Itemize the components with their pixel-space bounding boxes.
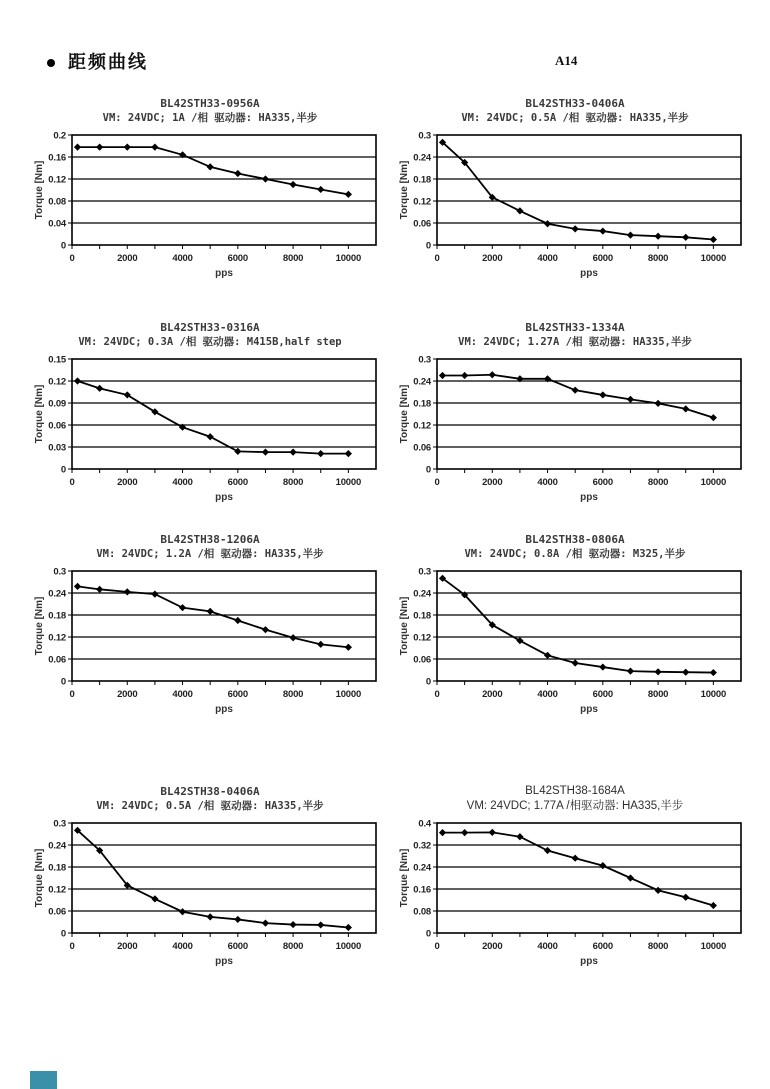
chart-title: BL42STH33-0316A xyxy=(160,321,260,334)
x-tick-label: 2000 xyxy=(482,253,503,264)
y-axis xyxy=(413,355,437,476)
x-tick-label: 8000 xyxy=(647,477,669,488)
series-line xyxy=(78,586,349,647)
y-axis-label: Torque [Nm] xyxy=(399,596,410,656)
chart-subtitle-text: VM: 24VDC; 1.77A /相驱动器: HA335,半步 xyxy=(466,800,684,812)
x-axis-label: pps xyxy=(580,704,598,715)
chart-subtitle-text: VM: 24VDC; 1.27A /相 驱动器: HA335,半步 xyxy=(458,336,692,348)
chart-plot xyxy=(395,127,755,287)
y-tick-label: 0.16 xyxy=(48,152,66,164)
x-tick-label: 4000 xyxy=(537,689,558,700)
y-tick-label: 0.18 xyxy=(413,610,431,622)
plot-frame xyxy=(72,571,376,681)
chart-plot xyxy=(30,351,390,511)
y-axis xyxy=(48,355,72,476)
series-line xyxy=(78,381,349,454)
gridlines xyxy=(437,157,741,223)
x-tick-label: 6000 xyxy=(592,477,613,488)
y-tick-label: 0.06 xyxy=(48,906,66,918)
chart-subtitle xyxy=(395,799,755,814)
x-tick-label: 8000 xyxy=(647,253,669,264)
y-tick-label: 0.4 xyxy=(418,818,431,830)
series-markers xyxy=(74,144,352,199)
chart-title: BL42STH38-0406A xyxy=(160,785,260,798)
chart-subtitle-text: VM: 24VDC; 1A /相 驱动器: HA335,半步 xyxy=(102,112,318,124)
y-tick-label: 0.16 xyxy=(413,884,431,896)
x-tick-label: 10000 xyxy=(700,477,727,488)
chart-subtitle-bold-text: half step xyxy=(284,336,342,348)
torque-chart xyxy=(30,96,390,296)
y-axis xyxy=(48,131,72,252)
series-line xyxy=(78,147,349,194)
y-tick-label: 0 xyxy=(60,676,66,688)
y-tick-label: 0.3 xyxy=(418,130,431,142)
x-axis xyxy=(434,469,726,488)
x-tick-label: 6000 xyxy=(227,253,248,264)
x-tick-label: 2000 xyxy=(117,477,138,488)
y-tick-label: 0 xyxy=(60,928,66,940)
y-tick-label: 0.06 xyxy=(413,654,431,666)
gridlines xyxy=(72,157,376,223)
plot-frame xyxy=(72,135,376,245)
chart-plot xyxy=(30,815,390,975)
plot-frame xyxy=(437,135,741,245)
chart-subtitle xyxy=(30,547,390,562)
x-axis-label: pps xyxy=(215,268,233,279)
y-tick-label: 0.06 xyxy=(413,218,431,230)
chart-title: BL42STH38-1206A xyxy=(160,533,260,546)
x-axis xyxy=(69,681,361,700)
chart-subtitle-text: VM: 24VDC; 0.8A /相 驱动器: M325,半步 xyxy=(464,548,686,560)
chart-subtitle-text: VM: 24VDC; 0.5A /相 驱动器: HA335,半步 xyxy=(96,800,324,812)
y-tick-label: 0.12 xyxy=(48,632,66,644)
x-tick-label: 0 xyxy=(69,477,75,488)
gridlines xyxy=(437,593,741,659)
y-tick-label: 0.32 xyxy=(413,840,431,852)
footer-color-mark xyxy=(30,1071,57,1089)
x-tick-label: 6000 xyxy=(592,689,613,700)
x-tick-label: 4000 xyxy=(537,941,558,952)
chart-subtitle-text: VM: 24VDC; 1.2A /相 驱动器: HA335,半步 xyxy=(96,548,324,560)
x-tick-label: 8000 xyxy=(282,941,304,952)
x-tick-label: 6000 xyxy=(592,253,613,264)
y-tick-label: 0.3 xyxy=(418,354,431,366)
series-markers xyxy=(439,575,717,676)
y-tick-label: 0 xyxy=(60,464,66,476)
chart-subtitle xyxy=(30,335,390,350)
series-markers xyxy=(439,371,717,421)
x-axis-label: pps xyxy=(215,704,233,715)
y-axis-label: Torque [Nm] xyxy=(34,384,45,444)
x-tick-label: 2000 xyxy=(482,689,503,700)
y-tick-label: 0.24 xyxy=(413,152,431,164)
torque-chart xyxy=(395,96,755,296)
y-axis-label: Torque [Nm] xyxy=(399,848,410,908)
gridlines xyxy=(72,845,376,911)
x-tick-label: 4000 xyxy=(172,253,193,264)
torque-chart xyxy=(395,532,755,732)
x-tick-label: 8000 xyxy=(647,941,669,952)
chart-plot xyxy=(395,563,755,723)
x-axis xyxy=(434,681,726,700)
x-tick-label: 4000 xyxy=(537,253,558,264)
gridlines xyxy=(72,593,376,659)
y-tick-label: 0.2 xyxy=(53,130,66,142)
series-line xyxy=(443,832,714,905)
chart-title: BL42STH33-0956A xyxy=(160,97,260,110)
y-axis xyxy=(413,567,437,688)
chart-subtitle xyxy=(30,111,390,126)
chart-title: BL42STH38-1684A xyxy=(525,785,625,797)
x-axis-label: pps xyxy=(580,268,598,279)
y-axis xyxy=(413,819,437,940)
torque-chart xyxy=(30,532,390,732)
y-tick-label: 0.3 xyxy=(418,566,431,578)
x-tick-label: 6000 xyxy=(227,477,248,488)
x-tick-label: 0 xyxy=(434,941,440,952)
x-tick-label: 4000 xyxy=(172,477,193,488)
x-tick-label: 2000 xyxy=(117,689,138,700)
y-tick-label: 0.12 xyxy=(413,196,431,208)
chart-title: BL42STH33-1334A xyxy=(525,321,625,334)
torque-chart xyxy=(395,784,755,984)
gridlines xyxy=(72,381,376,447)
x-tick-label: 2000 xyxy=(117,253,138,264)
chart-plot xyxy=(30,127,390,287)
x-tick-label: 10000 xyxy=(335,941,362,952)
x-tick-label: 0 xyxy=(69,941,75,952)
plot-frame xyxy=(437,823,741,933)
y-tick-label: 0 xyxy=(425,928,431,940)
y-tick-label: 0.3 xyxy=(53,566,66,578)
chart-subtitle xyxy=(395,335,755,350)
x-tick-label: 10000 xyxy=(335,253,362,264)
x-tick-label: 2000 xyxy=(117,941,138,952)
torque-chart xyxy=(395,320,755,520)
gridlines xyxy=(437,381,741,447)
y-tick-label: 0.3 xyxy=(53,818,66,830)
x-tick-label: 10000 xyxy=(700,689,727,700)
x-axis-label: pps xyxy=(580,492,598,503)
x-tick-label: 4000 xyxy=(172,941,193,952)
x-tick-label: 6000 xyxy=(227,941,248,952)
y-axis-label: Torque [Nm] xyxy=(399,384,410,444)
chart-title: BL42STH38-0806A xyxy=(525,533,625,546)
y-tick-label: 0.03 xyxy=(48,442,66,454)
gridlines xyxy=(437,845,741,911)
y-tick-label: 0.24 xyxy=(413,376,431,388)
y-axis xyxy=(48,819,72,940)
y-tick-label: 0 xyxy=(60,240,66,252)
y-tick-label: 0.06 xyxy=(413,442,431,454)
chart-plot xyxy=(395,351,755,511)
page-number: A14 xyxy=(555,53,578,68)
plot-frame xyxy=(72,823,376,933)
torque-chart xyxy=(30,320,390,520)
y-axis-label: Torque [Nm] xyxy=(399,160,410,220)
x-tick-label: 2000 xyxy=(482,941,503,952)
y-tick-label: 0.08 xyxy=(48,196,66,208)
y-tick-label: 0.18 xyxy=(413,174,431,186)
x-tick-label: 6000 xyxy=(592,941,613,952)
y-tick-label: 0 xyxy=(425,464,431,476)
bullet-icon xyxy=(47,59,55,67)
x-tick-label: 0 xyxy=(434,253,440,264)
y-tick-label: 0.12 xyxy=(413,420,431,432)
x-tick-label: 8000 xyxy=(647,689,669,700)
x-tick-label: 8000 xyxy=(282,689,304,700)
series-markers xyxy=(439,829,717,909)
y-tick-label: 0.09 xyxy=(48,398,66,410)
y-tick-label: 0.18 xyxy=(48,862,66,874)
x-axis-label: pps xyxy=(215,956,233,967)
y-tick-label: 0.24 xyxy=(413,862,431,874)
x-tick-label: 0 xyxy=(69,689,75,700)
y-tick-label: 0.24 xyxy=(48,840,66,852)
y-tick-label: 0.08 xyxy=(413,906,431,918)
x-tick-label: 10000 xyxy=(700,941,727,952)
y-axis-label: Torque [Nm] xyxy=(34,596,45,656)
x-axis xyxy=(434,933,726,952)
series-markers xyxy=(439,139,717,243)
x-axis xyxy=(69,469,361,488)
x-tick-label: 6000 xyxy=(227,689,248,700)
x-tick-label: 0 xyxy=(69,253,75,264)
page-header xyxy=(0,0,770,72)
chart-subtitle xyxy=(395,547,755,562)
plot-frame xyxy=(72,359,376,469)
y-tick-label: 0.06 xyxy=(48,420,66,432)
x-tick-label: 4000 xyxy=(537,477,558,488)
y-tick-label: 0.04 xyxy=(48,218,66,230)
y-axis xyxy=(413,131,437,252)
series-markers xyxy=(74,377,352,457)
series-markers xyxy=(74,827,352,931)
y-tick-label: 0.06 xyxy=(48,654,66,666)
chart-subtitle-text: VM: 24VDC; 0.5A /相 驱动器: HA335,半步 xyxy=(461,112,689,124)
x-axis xyxy=(69,245,361,264)
torque-chart xyxy=(30,784,390,984)
chart-subtitle xyxy=(30,799,390,814)
y-tick-label: 0.12 xyxy=(413,632,431,644)
chart-title: BL42STH33-0406A xyxy=(525,97,625,110)
y-tick-label: 0.18 xyxy=(413,398,431,410)
chart-subtitle-text: VM: 24VDC; 0.3A /相 驱动器: M415B, xyxy=(78,336,285,348)
x-tick-label: 10000 xyxy=(335,689,362,700)
chart-plot xyxy=(30,563,390,723)
y-axis-label: Torque [Nm] xyxy=(34,848,45,908)
y-tick-label: 0.15 xyxy=(48,354,66,366)
y-tick-label: 0.24 xyxy=(413,588,431,600)
x-axis xyxy=(69,933,361,952)
y-tick-label: 0 xyxy=(425,240,431,252)
y-tick-label: 0 xyxy=(425,676,431,688)
x-tick-label: 0 xyxy=(434,477,440,488)
chart-plot xyxy=(395,815,755,975)
page-title: 距频曲线 xyxy=(68,52,148,72)
y-axis-label: Torque [Nm] xyxy=(34,160,45,220)
x-tick-label: 0 xyxy=(434,689,440,700)
y-tick-label: 0.12 xyxy=(48,376,66,388)
y-tick-label: 0.12 xyxy=(48,884,66,896)
x-tick-label: 10000 xyxy=(700,253,727,264)
x-tick-label: 8000 xyxy=(282,253,304,264)
x-axis-label: pps xyxy=(215,492,233,503)
y-axis xyxy=(48,567,72,688)
x-tick-label: 8000 xyxy=(282,477,304,488)
x-tick-label: 10000 xyxy=(335,477,362,488)
y-tick-label: 0.18 xyxy=(48,610,66,622)
y-tick-label: 0.24 xyxy=(48,588,66,600)
x-axis-label: pps xyxy=(580,956,598,967)
x-axis xyxy=(434,245,726,264)
y-tick-label: 0.12 xyxy=(48,174,66,186)
chart-subtitle xyxy=(395,111,755,126)
x-tick-label: 2000 xyxy=(482,477,503,488)
x-tick-label: 4000 xyxy=(172,689,193,700)
